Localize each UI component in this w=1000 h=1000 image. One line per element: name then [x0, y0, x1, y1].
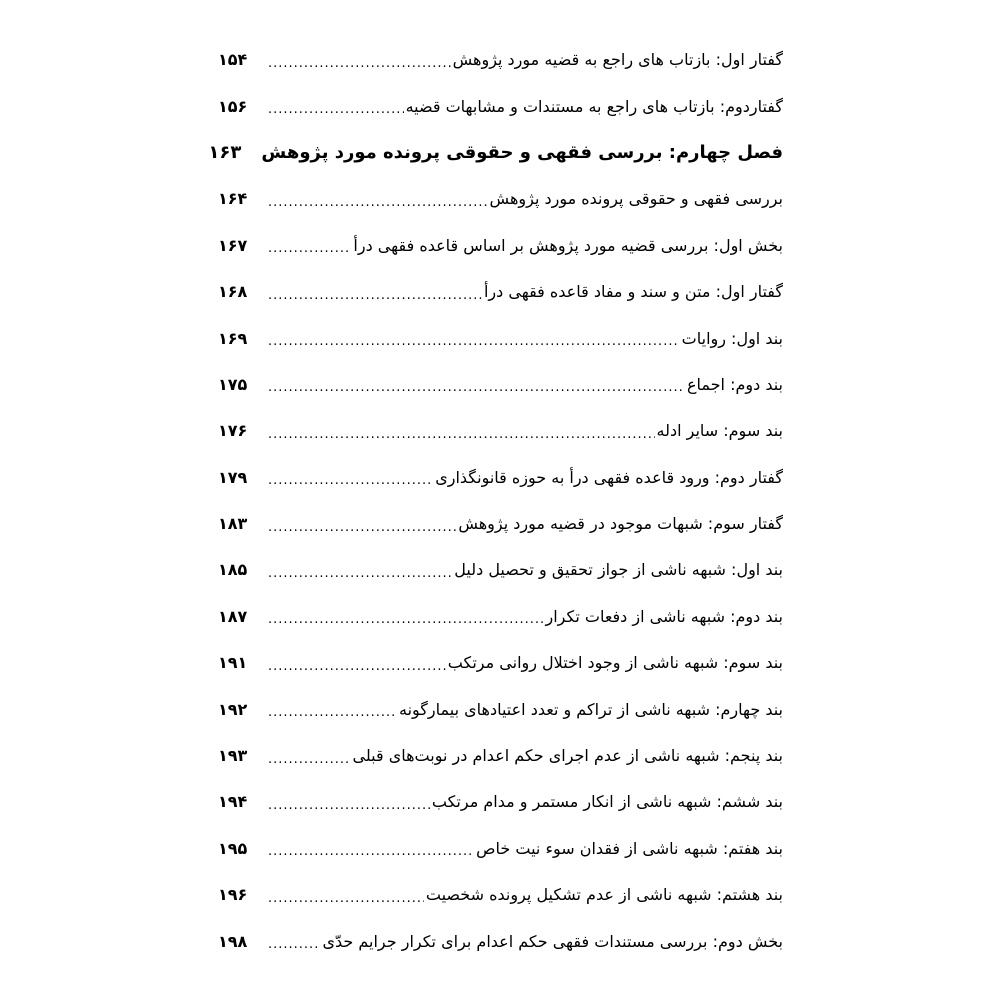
- dot-leader: [260, 335, 680, 348]
- toc-page-number: ۱۶۸: [218, 282, 248, 302]
- dot-leader: [260, 289, 482, 302]
- toc-page-number: ۱۷۹: [218, 467, 248, 487]
- toc-entry-title: بند اول: شبهه ناشی از جواز تحقیق و تحصیل دلیل: [454, 560, 783, 580]
- toc-entry-title: بخش دوم: بررسی مستندات فقهی حکم اعدام برای تکرار جرایم حدّی: [322, 931, 783, 951]
- toc-entry-title: گفتار سوم: شبهات موجود در قضیه مورد پژوهش: [458, 514, 783, 534]
- toc-entry: [218, 83, 783, 129]
- toc-entry: [218, 640, 783, 686]
- toc-entry: [218, 918, 783, 964]
- toc-page-number: ۱۹۲: [218, 699, 248, 719]
- toc-entry-title: بند هفتم: شبهه ناشی از فقدان سوء نیت خاص: [476, 838, 783, 858]
- toc-entry-title: بند سوم: سایر ادله: [656, 421, 783, 441]
- dot-leader: [260, 242, 351, 255]
- toc-page-number: ۱۹۳: [218, 746, 248, 766]
- toc-entry: [218, 455, 783, 501]
- toc-entry: [218, 223, 783, 269]
- toc-entry-title: بند هشتم: شبهه ناشی از عدم تشکیل پرونده شخصیت: [425, 885, 783, 905]
- toc-entry-title: بند پنجم: شبهه ناشی از عدم اجرای حکم اعدام در نوبت‌های قبلی: [352, 746, 783, 766]
- toc-entry-title: بند دوم: شبهه ناشی از دفعات تکرار: [545, 606, 783, 626]
- dot-leader: [260, 660, 446, 673]
- dot-leader: [260, 892, 424, 905]
- toc-chapter-heading: [208, 130, 783, 176]
- toc-page-number: ۱۶۴: [218, 189, 248, 209]
- dot-leader: [260, 613, 544, 626]
- toc-entry: [218, 547, 783, 593]
- toc-entry-title: گفتاردوم: بازتاب های راجع به مستندات و مشابهات قضیه: [405, 96, 783, 116]
- toc-page-number: ۱۸۷: [218, 606, 248, 626]
- toc-entry-title: گفتار دوم: ورود قاعده فقهی درأ به حوزه قانونگذاری: [435, 467, 783, 487]
- toc-page-number: ۱۵۶: [218, 96, 248, 116]
- toc-page-number: ۱۶۳: [208, 141, 242, 163]
- toc-page-number: ۱۹۶: [218, 885, 248, 905]
- toc-entry: [218, 315, 783, 361]
- toc-entry: [218, 269, 783, 315]
- dot-leader: [260, 567, 452, 580]
- toc-entry-title: گفتار اول: متن و سند و مفاد قاعده فقهی درأ: [483, 282, 783, 302]
- dot-leader: [260, 521, 456, 534]
- toc-entry-title: بند سوم: شبهه ناشی از وجود اختلال روانی مرتکب: [447, 653, 783, 673]
- toc-page-number: ۱۹۱: [218, 653, 248, 673]
- dot-leader: [260, 706, 397, 719]
- toc-entry: [218, 501, 783, 547]
- dot-leader: [260, 753, 351, 766]
- toc-page-number: ۱۶۹: [218, 328, 248, 348]
- toc-entry: [218, 594, 783, 640]
- toc-page-number: ۱۹۵: [218, 838, 248, 858]
- toc-entry: [218, 176, 783, 222]
- toc-entry: [218, 779, 783, 825]
- toc-entry: [218, 826, 783, 872]
- toc-page-number: ۱۹۴: [218, 792, 248, 812]
- table-of-contents: [208, 37, 783, 965]
- toc-entry: [218, 686, 783, 732]
- toc-page-number: ۱۵۴: [218, 50, 248, 70]
- toc-entry-title: بند ششم: شبهه ناشی از انکار مستمر و مدام مرتکب: [431, 792, 783, 812]
- dot-leader: [260, 474, 433, 487]
- dot-leader: [260, 381, 685, 394]
- dot-leader: [260, 103, 404, 116]
- dot-leader: [260, 57, 451, 70]
- toc-entry: [218, 362, 783, 408]
- toc-entry-title: فصل چهارم: بررسی فقهی و حقوقی پرونده مورد پژوهش: [261, 141, 783, 163]
- toc-entry-title: بند دوم: اجماع: [686, 374, 783, 394]
- toc-page-number: ۱۶۷: [218, 235, 248, 255]
- toc-page-number: ۱۷۵: [218, 374, 248, 394]
- toc-entry-title: گفتار اول: بازتاب های راجع به قضیه مورد پژوهش: [452, 50, 783, 70]
- toc-page-number: ۱۷۶: [218, 421, 248, 441]
- dot-leader: [260, 845, 474, 858]
- toc-entry: [218, 872, 783, 918]
- dot-leader: [260, 428, 655, 441]
- toc-entry-title: بند چهارم: شبهه ناشی از تراکم و تعدد اعتیادهای بیمارگونه: [399, 699, 783, 719]
- toc-entry-title: بررسی فقهی و حقوقی پرونده مورد پژوهش: [489, 189, 783, 209]
- toc-entry: [218, 733, 783, 779]
- toc-entry-title: بخش اول: بررسی قضیه مورد پژوهش بر اساس قاعده فقهی درأ: [353, 235, 783, 255]
- toc-entry: [218, 408, 783, 454]
- dot-leader: [260, 196, 488, 209]
- toc-page-number: ۱۹۸: [218, 931, 248, 951]
- dot-leader: [260, 938, 320, 951]
- toc-page-number: ۱۸۳: [218, 514, 248, 534]
- toc-entry: [218, 37, 783, 83]
- toc-entry-title: بند اول: روایات: [681, 328, 783, 348]
- dot-leader: [250, 147, 259, 162]
- dot-leader: [260, 799, 430, 812]
- toc-page-number: ۱۸۵: [218, 560, 248, 580]
